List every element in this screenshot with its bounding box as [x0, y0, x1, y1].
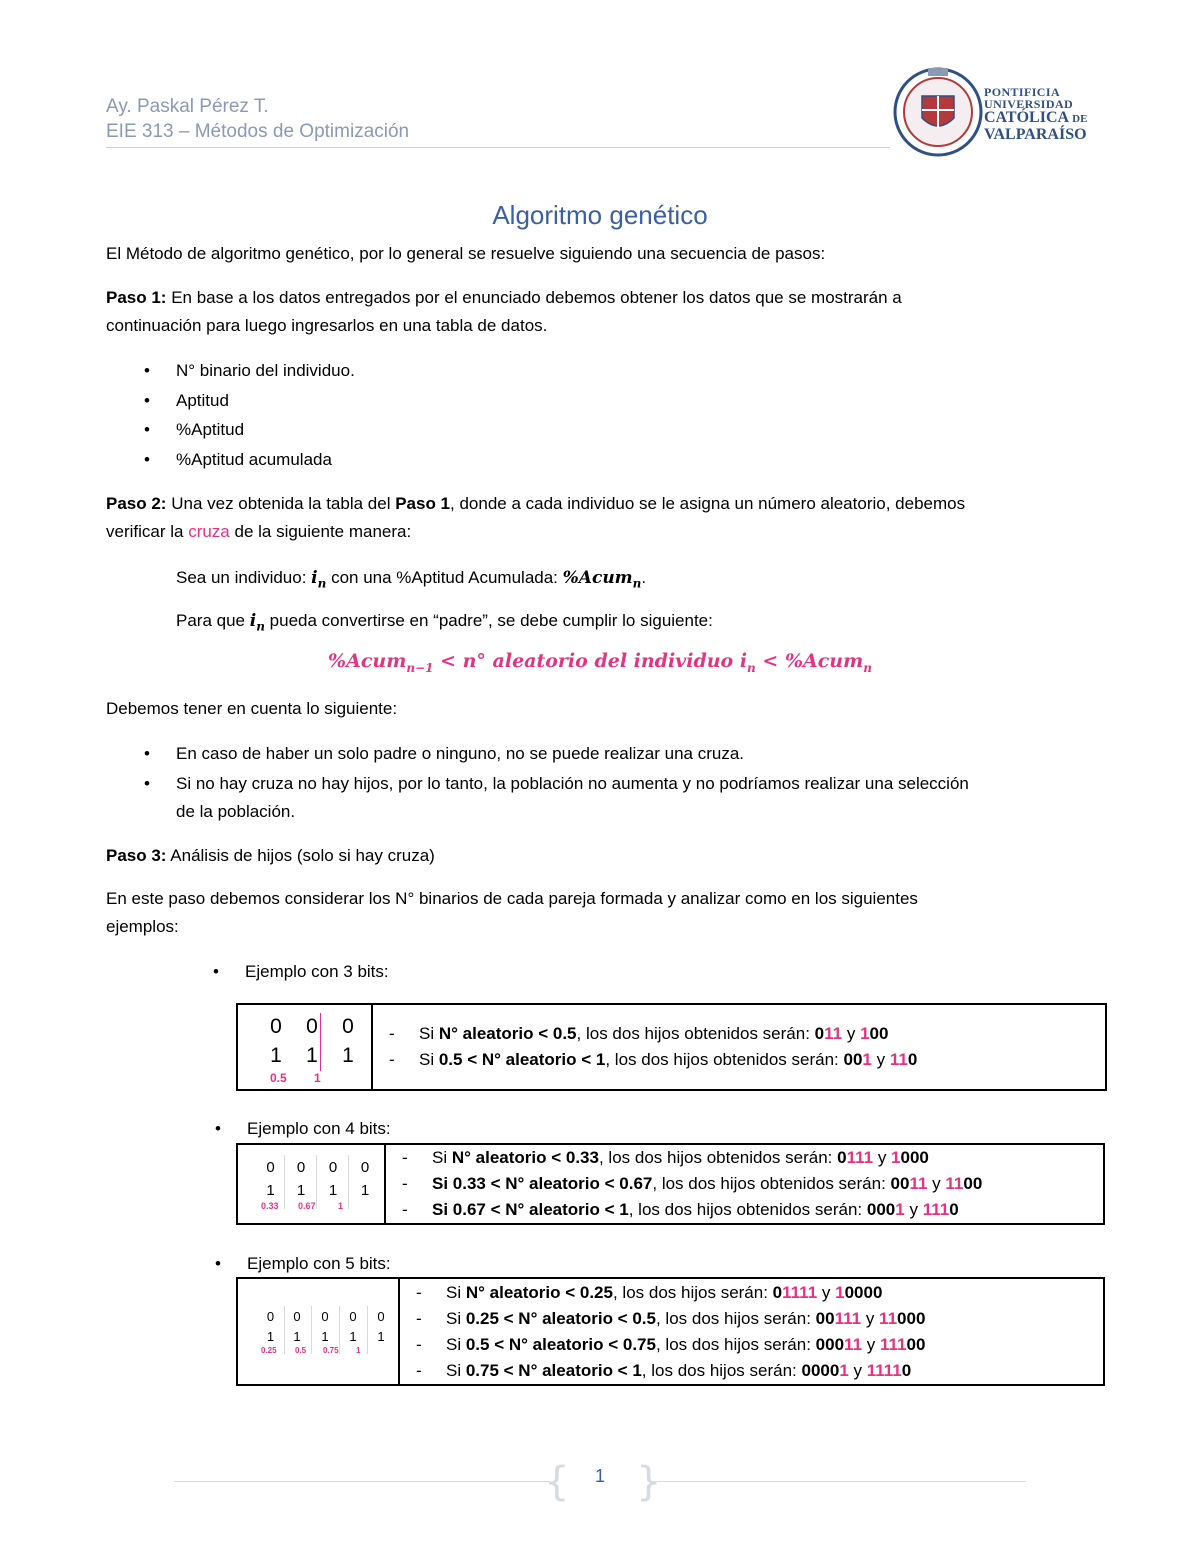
header-divider [106, 147, 890, 148]
cruza-highlight: cruza [188, 522, 230, 541]
rule-list [386, 1145, 1103, 1223]
author-name: Ay. Paskal Pérez T. [106, 96, 269, 117]
university-logo [892, 62, 1102, 158]
page-number: 1 [594, 1466, 605, 1486]
list-item: • En caso de haber un solo padre o ninguno, no se puede realizar una cruza. [144, 744, 745, 763]
university-name: PONTIFICIA UNIVERSIDAD CATÓLICA DE VALPARAÍSO [984, 85, 1088, 143]
rule-item: - Si 0.25 < N° aleatorio < 0.5, los dos hijos serán: 00111 y 11000 [416, 1308, 926, 1328]
list-item: • %Aptitud [144, 420, 245, 439]
rule-item: - Si 0.67 < N° aleatorio < 1, los dos hijos obtenidos serán: 0001 y 1110 [402, 1200, 959, 1219]
bit-diagram: 0 0 0 0 0 1 1 1 1 1 0.25 0.5 0.75 1 [238, 1279, 398, 1384]
document-header [106, 94, 409, 144]
parent-condition: Para que $i_n$ pueda convertirse en “padre”, se debe cumplir lo siguiente: [176, 611, 713, 634]
course-name: EIE 313 – Métodos de Optimización [106, 121, 410, 142]
paso3-heading: Paso 3: Análisis de hijos (solo si hay cruza) [106, 846, 435, 865]
paso2-paragraph: Paso 2: Una vez obtenida la tabla del Paso 1, donde a cada individuo se le asigna un número aleatorio, debemos verificar la cruza de la siguiente manera: [106, 494, 966, 541]
left-brace-icon: { [544, 1459, 570, 1505]
rule-item: - Si 0.5 < N° aleatorio < 0.75, los dos hijos serán: 00011 y 11100 [416, 1334, 926, 1354]
page-title: Algoritmo genético [492, 200, 708, 230]
footer-divider-left [174, 1481, 550, 1482]
rule-item: - Si N° aleatorio < 0.5, los dos hijos obtenidos serán: 011 y 100 [389, 1024, 889, 1043]
list-item: • %Aptitud acumulada [144, 450, 332, 469]
rule-item: - Si 0.75 < N° aleatorio < 1, los dos hijos serán: 00001 y 11110 [416, 1360, 912, 1380]
individual-definition: Sea un individuo: $i_n$ con una %Aptitud Acumulada: %Acum$_n$. [176, 568, 647, 591]
university-seal-icon [892, 62, 984, 158]
rule-list [400, 1280, 1103, 1384]
rule-list [373, 1021, 1105, 1073]
paso1-label: Paso 1: [106, 288, 167, 307]
selection-formula: %Acum$_{n-1}$ < n° aleatorio del individuo $i_n$ < %Acum$_n$ [328, 650, 872, 675]
example-heading: • Ejemplo con 4 bits: [215, 1119, 391, 1138]
rule-item: - Si N° aleatorio < 0.33, los dos hijos obtenidos serán: 0111 y 1000 [402, 1148, 929, 1167]
rule-item: - Si 0.5 < N° aleatorio < 1, los dos hijos obtenidos serán: 001 y 110 [389, 1050, 918, 1069]
example-table-4-bits [236, 1143, 1105, 1225]
paso3-paragraph: En este paso debemos considerar los N° binarios de cada pareja formada y analizar como en los siguientes ejemplos: [106, 889, 918, 936]
list-item: • Aptitud [144, 391, 229, 410]
considerations-heading: Debemos tener en cuenta lo siguiente: [106, 699, 398, 718]
footer-divider-right [650, 1481, 1026, 1482]
example-heading: • Ejemplo con 5 bits: [215, 1254, 391, 1273]
paso1-paragraph: Paso 1: En base a los datos entregados por el enunciado debemos obtener los datos que se mostrarán a continuación para luego ingresarlos en una tabla de datos. [106, 288, 902, 335]
rule-item: - Si 0.33 < N° aleatorio < 0.67, los dos hijos obtenidos serán: 0011 y 1100 [402, 1174, 983, 1193]
rule-item: - Si N° aleatorio < 0.25, los dos hijos serán: 01111 y 10000 [416, 1282, 883, 1302]
bit-diagram: 0 0 0 1 1 1 0.5 1 [270, 1015, 354, 1085]
example-heading: • Ejemplo con 3 bits: [213, 962, 389, 981]
right-brace-icon: } [636, 1459, 662, 1505]
intro-paragraph: El Método de algoritmo genético, por lo general se resuelve siguiendo una secuencia de pasos: [106, 244, 826, 263]
list-item: • Si no hay cruza no hay hijos, por lo tanto, la población no aumenta y no podríamos realizar una selección de la población. [144, 774, 969, 821]
example-table-3-bits [236, 1003, 1107, 1091]
example-table-5-bits [236, 1277, 1105, 1386]
bit-diagram: 0 0 0 0 1 1 1 1 0.33 0.67 1 [238, 1145, 384, 1223]
list-item: • N° binario del individuo. [144, 361, 355, 380]
